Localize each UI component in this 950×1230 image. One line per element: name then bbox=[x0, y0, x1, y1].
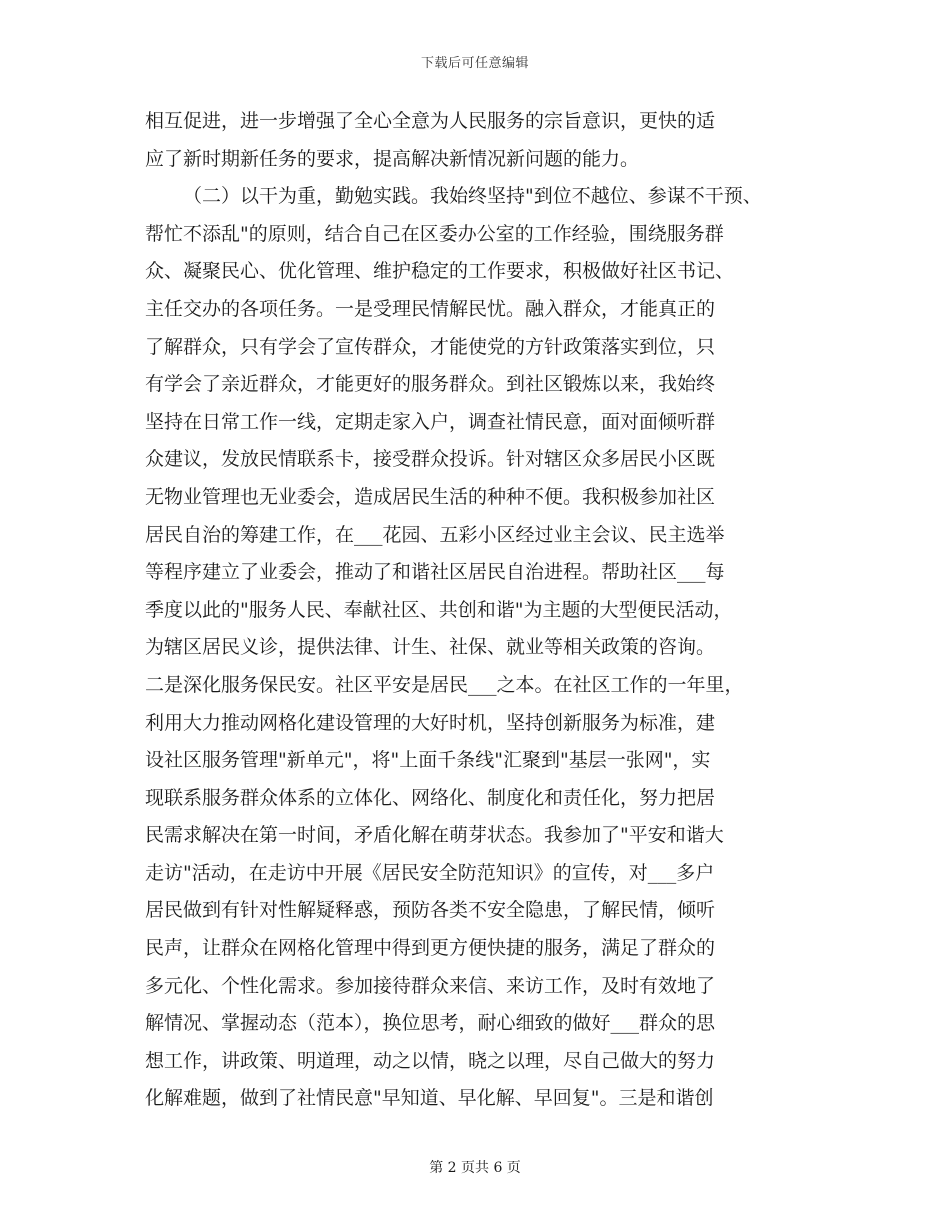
page-footer: 第 2 页共 6 页 bbox=[429, 1160, 521, 1176]
text-line: 为辖区居民义诊，提供法律、计生、社保、就业等相关政策的咨询。 bbox=[145, 636, 716, 659]
page-header: 下载后可任意编辑 bbox=[420, 56, 529, 71]
text-line: 二是深化服务保民安。社区平安是居民___之本。在社区工作的一年里， bbox=[145, 673, 744, 696]
text-line: 有学会了亲近群众，才能更好的服务群众。到社区锻炼以来，我始终 bbox=[145, 373, 716, 396]
text-line: 众、凝聚民心、优化管理、维护稳定的工作要求，积极做好社区书记、 bbox=[145, 260, 735, 283]
text-line: 利用大力推动网格化建设管理的大好时机，坚持创新服务为标准，建 bbox=[145, 711, 716, 734]
text-line: 设社区服务管理"新单元"，将"上面千条线"汇聚到"基层一张网"，实 bbox=[145, 749, 711, 772]
text-line: 了解群众，只有学会了宣传群众，才能使党的方针政策落实到位，只 bbox=[145, 335, 716, 358]
text-line: 现联系服务群众体系的立体化、网络化、制度化和责任化，努力把居 bbox=[145, 786, 716, 809]
text-line: 相互促进，进一步增强了全心全意为人民服务的宗旨意识，更快的适 bbox=[145, 110, 716, 132]
text-line: 应了新时期新任务的要求，提高解决新情况新问题的能力。 bbox=[145, 147, 640, 170]
text-line: 无物业管理也无业委会，造成居民生活的种种不便。我积极参加社区 bbox=[145, 485, 716, 508]
text-line: 坚持在日常工作一线，定期走家入户，调查社情民意，面对面倾听群 bbox=[145, 410, 716, 433]
text-line: 民需求解决在第一时间，矛盾化解在萌芽状态。我参加了"平安和谐大 bbox=[145, 824, 724, 847]
text-line: 民声，让群众在网格化管理中得到更方便快捷的服务，满足了群众的 bbox=[145, 937, 716, 960]
text-line: 化解难题，做到了社情民意"早知道、早化解、早回复"。三是和谐创 bbox=[145, 1087, 714, 1110]
paragraph-start-line: （二）以干为重，勤勉实践。我始终坚持"到位不越位、参谋不干预、 bbox=[183, 185, 762, 208]
text-line: 居民自治的筹建工作，在___花园、五彩小区经过业主会议、民主选举 bbox=[145, 523, 725, 546]
text-line: 季度以此的"服务人民、奉献社区、共创和谐"为主题的大型便民活动， bbox=[145, 598, 733, 621]
body-text bbox=[145, 103, 835, 1118]
text-line: 众建议，发放民情联系卡，接受群众投诉。针对辖区众多居民小区既 bbox=[145, 448, 716, 471]
text-line: 等程序建立了业委会，推动了和谐社区居民自治进程。帮助社区___每 bbox=[145, 561, 725, 584]
text-line: 走访"活动，在走访中开展《居民安全防范知识》的宣传，对___多户 bbox=[145, 861, 715, 884]
text-line: 主任交办的各项任务。一是受理民情解民忧。融入群众，才能真正的 bbox=[145, 297, 716, 320]
text-line: 解情况、掌握动态（范本），换位思考，耐心细致的做好___群众的思 bbox=[145, 1012, 716, 1035]
text-line: 想工作，讲政策、明道理，动之以情，晓之以理，尽自己做大的努力 bbox=[145, 1049, 716, 1072]
text-line: 居民做到有针对性解疑释惑，预防各类不安全隐患，了解民情，倾听 bbox=[145, 899, 716, 922]
text-line: 多元化、个性化需求。参加接待群众来信、来访工作，及时有效地了 bbox=[145, 974, 716, 997]
text-line: 帮忙不添乱"的原则，结合自己在区委办公室的工作经验，围绕服务群 bbox=[145, 222, 724, 245]
